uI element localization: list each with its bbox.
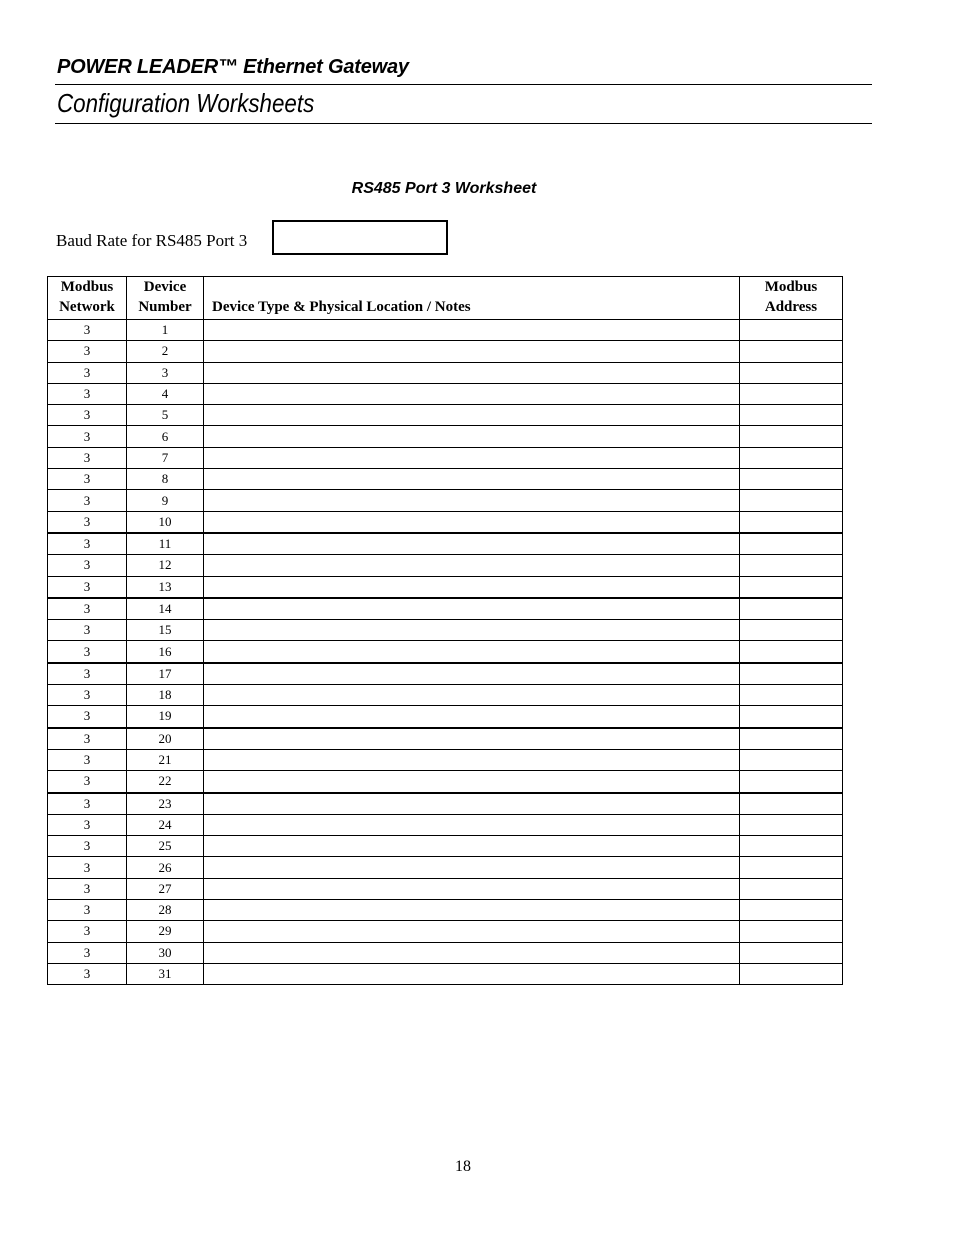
cell-notes[interactable] — [204, 963, 740, 984]
cell-device-number: 3 — [127, 362, 204, 383]
cell-modbus-network: 3 — [48, 749, 127, 770]
cell-modbus-address[interactable] — [740, 405, 843, 426]
cell-modbus-address[interactable] — [740, 663, 843, 685]
worksheet-title: RS485 Port 3 Worksheet — [351, 180, 537, 197]
cell-device-number: 27 — [127, 878, 204, 899]
cell-device-number: 20 — [127, 728, 204, 750]
cell-notes[interactable] — [204, 728, 740, 750]
cell-modbus-network: 3 — [48, 533, 127, 555]
cell-modbus-network: 3 — [48, 878, 127, 899]
cell-modbus-address[interactable] — [740, 771, 843, 793]
table-row — [48, 793, 843, 815]
table-row — [48, 555, 843, 576]
table-row — [48, 728, 843, 750]
table-row — [48, 320, 843, 341]
header-rule-top — [55, 84, 872, 85]
cell-modbus-network: 3 — [48, 341, 127, 362]
cell-notes[interactable] — [204, 533, 740, 555]
cell-notes[interactable] — [204, 426, 740, 447]
cell-modbus-network: 3 — [48, 383, 127, 404]
cell-modbus-network: 3 — [48, 362, 127, 383]
baud-rate-field[interactable] — [272, 220, 448, 255]
cell-modbus-address[interactable] — [740, 942, 843, 963]
column-header-line: Modbus — [60, 279, 114, 295]
table-row — [48, 641, 843, 663]
cell-notes[interactable] — [204, 598, 740, 620]
column-header-line: Network — [59, 299, 115, 315]
table-row — [48, 469, 843, 490]
table-row — [48, 341, 843, 362]
cell-device-number: 22 — [127, 771, 204, 793]
cell-device-number: 11 — [127, 533, 204, 555]
cell-device-number: 23 — [127, 793, 204, 815]
cell-modbus-address[interactable] — [740, 685, 843, 706]
cell-device-number: 30 — [127, 942, 204, 963]
cell-modbus-network: 3 — [48, 555, 127, 576]
cell-modbus-network: 3 — [48, 469, 127, 490]
cell-device-number: 29 — [127, 921, 204, 942]
table-row — [48, 857, 843, 878]
column-header-line: Number — [138, 299, 192, 315]
cell-modbus-address[interactable] — [740, 555, 843, 576]
cell-device-number: 26 — [127, 857, 204, 878]
cell-modbus-network: 3 — [48, 447, 127, 468]
table-row — [48, 426, 843, 447]
cell-modbus-address[interactable] — [740, 706, 843, 728]
cell-notes[interactable] — [204, 447, 740, 468]
cell-modbus-network: 3 — [48, 320, 127, 341]
table-row — [48, 362, 843, 383]
column-header-line: Address — [764, 299, 818, 315]
cell-modbus-address[interactable] — [740, 836, 843, 857]
cell-notes[interactable] — [204, 511, 740, 533]
cell-modbus-network: 3 — [48, 663, 127, 685]
cell-notes[interactable] — [204, 576, 740, 598]
table-row — [48, 383, 843, 404]
cell-notes[interactable] — [204, 405, 740, 426]
cell-modbus-network: 3 — [48, 405, 127, 426]
cell-modbus-network: 3 — [48, 598, 127, 620]
cell-notes[interactable] — [204, 793, 740, 815]
cell-device-number: 6 — [127, 426, 204, 447]
table-row — [48, 533, 843, 555]
table-row — [48, 836, 843, 857]
cell-device-number: 16 — [127, 641, 204, 663]
table-row — [48, 771, 843, 793]
cell-modbus-address[interactable] — [740, 362, 843, 383]
column-header-device-number — [127, 277, 204, 320]
cell-modbus-address[interactable] — [740, 921, 843, 942]
table-row — [48, 814, 843, 835]
cell-notes[interactable] — [204, 620, 740, 641]
cell-modbus-network: 3 — [48, 942, 127, 963]
cell-notes[interactable] — [204, 641, 740, 663]
cell-modbus-address[interactable] — [740, 728, 843, 750]
table-row — [48, 620, 843, 641]
cell-notes[interactable] — [204, 685, 740, 706]
cell-modbus-network: 3 — [48, 641, 127, 663]
cell-modbus-network: 3 — [48, 706, 127, 728]
cell-modbus-network: 3 — [48, 814, 127, 835]
cell-modbus-network: 3 — [48, 490, 127, 511]
cell-modbus-address[interactable] — [740, 426, 843, 447]
cell-notes[interactable] — [204, 663, 740, 685]
column-header-line: Modbus — [764, 279, 818, 295]
cell-modbus-address[interactable] — [740, 341, 843, 362]
table-header-row — [48, 277, 843, 320]
cell-modbus-network: 3 — [48, 620, 127, 641]
cell-notes[interactable] — [204, 383, 740, 404]
cell-modbus-address[interactable] — [740, 447, 843, 468]
cell-notes[interactable] — [204, 320, 740, 341]
section-title: Configuration Worksheets — [57, 88, 315, 118]
cell-modbus-address[interactable] — [740, 900, 843, 921]
cell-modbus-address[interactable] — [740, 511, 843, 533]
cell-device-number: 31 — [127, 963, 204, 984]
cell-modbus-address[interactable] — [740, 963, 843, 984]
cell-notes[interactable] — [204, 942, 740, 963]
table-row — [48, 511, 843, 533]
cell-modbus-network: 3 — [48, 857, 127, 878]
cell-notes[interactable] — [204, 836, 740, 857]
cell-device-number: 25 — [127, 836, 204, 857]
cell-modbus-network: 3 — [48, 900, 127, 921]
cell-modbus-network: 3 — [48, 426, 127, 447]
worksheet-table-body — [48, 320, 843, 985]
cell-modbus-address[interactable] — [740, 620, 843, 641]
cell-modbus-network: 3 — [48, 728, 127, 750]
cell-modbus-address[interactable] — [740, 793, 843, 815]
cell-notes[interactable] — [204, 878, 740, 899]
cell-modbus-address[interactable] — [740, 641, 843, 663]
cell-notes[interactable] — [204, 900, 740, 921]
cell-notes[interactable] — [204, 490, 740, 511]
cell-modbus-network: 3 — [48, 576, 127, 598]
cell-device-number: 5 — [127, 405, 204, 426]
cell-device-number: 2 — [127, 341, 204, 362]
cell-notes[interactable] — [204, 814, 740, 835]
cell-modbus-network: 3 — [48, 793, 127, 815]
cell-device-number: 28 — [127, 900, 204, 921]
cell-device-number: 7 — [127, 447, 204, 468]
cell-notes[interactable] — [204, 362, 740, 383]
table-row — [48, 576, 843, 598]
cell-device-number: 9 — [127, 490, 204, 511]
table-row — [48, 749, 843, 770]
cell-notes[interactable] — [204, 749, 740, 770]
column-header-notes: Device Type & Physical Location / Notes — [204, 277, 740, 320]
cell-notes[interactable] — [204, 706, 740, 728]
cell-notes[interactable] — [204, 555, 740, 576]
baud-rate-label: Baud Rate for RS485 Port 3 — [56, 231, 248, 250]
table-row — [48, 490, 843, 511]
cell-modbus-network: 3 — [48, 771, 127, 793]
cell-modbus-address[interactable] — [740, 598, 843, 620]
cell-device-number: 14 — [127, 598, 204, 620]
page-number: 18 — [455, 1158, 471, 1175]
cell-device-number: 10 — [127, 511, 204, 533]
cell-device-number: 8 — [127, 469, 204, 490]
cell-device-number: 18 — [127, 685, 204, 706]
table-row — [48, 900, 843, 921]
cell-device-number: 4 — [127, 383, 204, 404]
cell-modbus-network: 3 — [48, 921, 127, 942]
cell-device-number: 19 — [127, 706, 204, 728]
cell-modbus-address[interactable] — [740, 749, 843, 770]
worksheet-table — [47, 276, 843, 985]
table-row — [48, 598, 843, 620]
cell-modbus-network: 3 — [48, 963, 127, 984]
cell-modbus-address[interactable] — [740, 383, 843, 404]
cell-device-number: 12 — [127, 555, 204, 576]
cell-modbus-address[interactable] — [740, 469, 843, 490]
table-row — [48, 921, 843, 942]
cell-modbus-address[interactable] — [740, 857, 843, 878]
column-header-modbus-address — [740, 277, 843, 320]
cell-notes[interactable] — [204, 921, 740, 942]
cell-modbus-network: 3 — [48, 836, 127, 857]
cell-device-number: 24 — [127, 814, 204, 835]
cell-notes[interactable] — [204, 341, 740, 362]
table-row — [48, 447, 843, 468]
cell-modbus-address[interactable] — [740, 814, 843, 835]
table-row — [48, 663, 843, 685]
cell-device-number: 15 — [127, 620, 204, 641]
cell-modbus-address[interactable] — [740, 490, 843, 511]
document-header-title: POWER LEADER™ Ethernet Gateway — [57, 56, 409, 78]
cell-modbus-network: 3 — [48, 511, 127, 533]
cell-device-number: 1 — [127, 320, 204, 341]
cell-modbus-address[interactable] — [740, 878, 843, 899]
table-row — [48, 878, 843, 899]
table-row — [48, 405, 843, 426]
cell-device-number: 13 — [127, 576, 204, 598]
cell-notes[interactable] — [204, 771, 740, 793]
cell-device-number: 21 — [127, 749, 204, 770]
table-row — [48, 706, 843, 728]
column-header-modbus-network — [48, 277, 127, 320]
column-header-line: Device — [143, 279, 187, 295]
cell-device-number: 17 — [127, 663, 204, 685]
cell-modbus-network: 3 — [48, 685, 127, 706]
cell-notes[interactable] — [204, 857, 740, 878]
header-rule-bottom — [55, 123, 872, 124]
table-row — [48, 963, 843, 984]
cell-modbus-address[interactable] — [740, 533, 843, 555]
cell-notes[interactable] — [204, 469, 740, 490]
table-row — [48, 685, 843, 706]
cell-modbus-address[interactable] — [740, 576, 843, 598]
cell-modbus-address[interactable] — [740, 320, 843, 341]
table-row — [48, 942, 843, 963]
